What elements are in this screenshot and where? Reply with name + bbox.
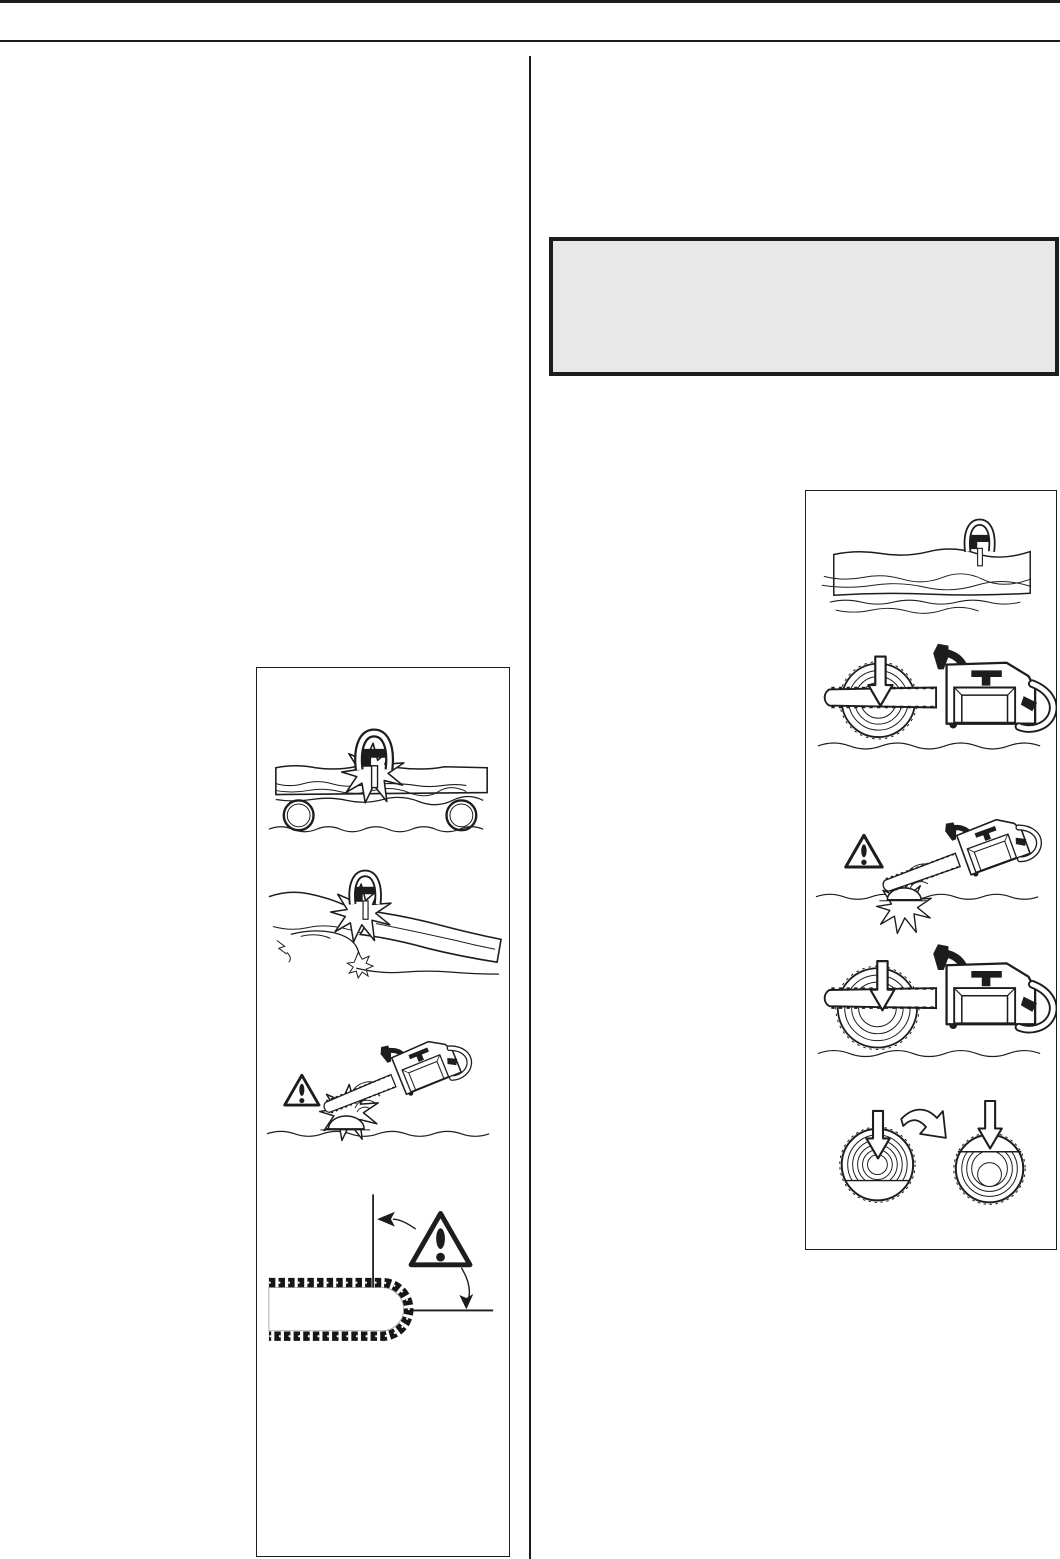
right-figure-art bbox=[806, 491, 1056, 1249]
left-figure-panel bbox=[256, 667, 510, 1557]
highlight-callout-box bbox=[549, 237, 1059, 376]
figure-log-supported-both-ends bbox=[269, 733, 487, 832]
arrow-left-icon bbox=[377, 1212, 395, 1227]
roll-curved-arrow-icon bbox=[901, 1110, 946, 1138]
figure-tip-contact-warning bbox=[267, 1018, 489, 1140]
warning-triangle-icon bbox=[285, 1075, 319, 1105]
figure-roll-log-cross-sections bbox=[840, 1101, 1026, 1204]
figure-cut-from-above-1 bbox=[818, 644, 1053, 749]
header-rule-top bbox=[0, 0, 1060, 3]
arrow-down-icon bbox=[459, 1294, 473, 1309]
right-figure-panel bbox=[805, 490, 1057, 1250]
figure-cut-from-above-2 bbox=[818, 944, 1053, 1056]
figure-saw-pinched-in-log bbox=[822, 522, 1030, 613]
column-divider bbox=[529, 56, 531, 1559]
warning-triangle-icon bbox=[846, 835, 882, 867]
figure-tip-contact-warning bbox=[816, 796, 1043, 934]
left-figure-art bbox=[257, 668, 509, 1556]
header-rule-bottom bbox=[0, 40, 1060, 42]
log-support-right bbox=[446, 800, 476, 830]
figure-log-over-edge bbox=[269, 873, 501, 978]
figure-kickback-zone bbox=[269, 1194, 493, 1336]
log-support-left bbox=[284, 800, 314, 830]
warning-triangle-icon bbox=[411, 1213, 470, 1264]
guide-bar-nose bbox=[269, 1288, 404, 1331]
